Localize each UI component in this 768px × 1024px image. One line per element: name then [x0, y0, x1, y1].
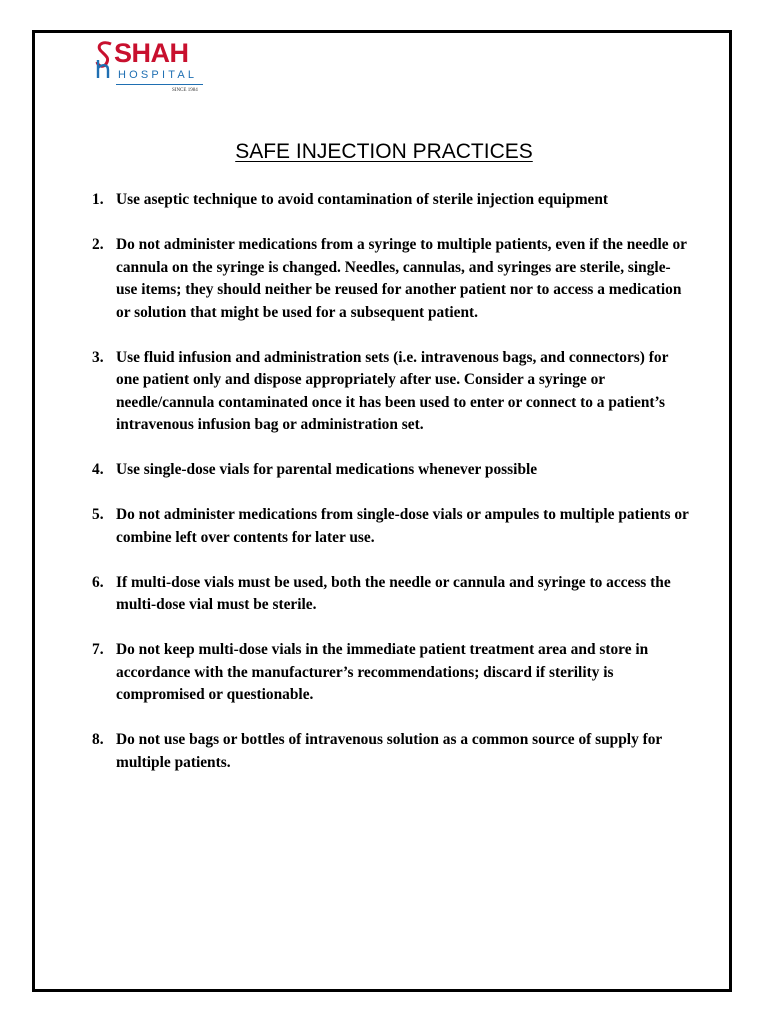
list-item-number: 4. [92, 461, 104, 478]
logo-since: SINCE 1984 [172, 88, 198, 93]
list-item-number: 6. [92, 573, 104, 591]
logo-rule [116, 84, 203, 85]
list-item [92, 639, 692, 707]
list-item-text: Use fluid infusion and administration sets (i.e. intravenous bags, and connectors) for one patient only and dispose appropriately after use. Consider a syringe or needle/cannula contaminated once it has been used to enter or connect to a patient’s intravenous infusion bag or administration set. [116, 348, 669, 433]
list-item-text: Do not administer medications from a syringe to multiple patients, even if the needle or cannula on the syringe is changed. Needles, cannulas, and syringes are sterile, single-use items; they should neither be reused for another patient nor to access a medication or solution that might be used for a subsequent patient. [116, 236, 687, 321]
list-item [92, 459, 692, 482]
practice-list [92, 189, 692, 797]
list-item-number: 7. [92, 641, 104, 658]
list-item-number: 5. [92, 506, 104, 523]
list-item-text: Use single-dose vials for parental medications whenever possible [116, 461, 538, 478]
logo-name: SHAH [114, 38, 189, 68]
list-item-number: 2. [92, 236, 104, 253]
logo-emblem-icon [94, 40, 116, 80]
list-item [92, 189, 692, 212]
list-item-number: 3. [92, 348, 104, 366]
list-item-text: Use aseptic technique to avoid contamination of sterile injection equipment [116, 191, 609, 208]
list-item-text: Do not use bags or bottles of intravenous solution as a common source of supply for multiple patients. [116, 731, 662, 771]
document-title: SAFE INJECTION PRACTICES [235, 140, 533, 163]
logo-subtitle: HOSPITAL [118, 69, 198, 81]
list-item [92, 504, 692, 549]
list-item-number: 1. [92, 191, 104, 208]
list-item-text: Do not administer medications from single-dose vials or ampules to multiple patients or combine left over contents for later use. [116, 506, 689, 546]
hospital-logo [94, 38, 206, 100]
list-item-text: If multi-dose vials must be used, both the needle or cannula and syringe to access the multi-dose vial must be sterile. [116, 573, 671, 613]
list-item [92, 347, 692, 437]
list-item-number: 8. [92, 731, 104, 748]
list-item [92, 572, 692, 617]
list-item [92, 729, 692, 774]
list-item [92, 234, 692, 324]
list-item-text: Do not keep multi-dose vials in the immediate patient treatment area and store in accordance with the manufacturer’s recommendations; discard if sterility is compromised or questionable. [116, 641, 649, 703]
